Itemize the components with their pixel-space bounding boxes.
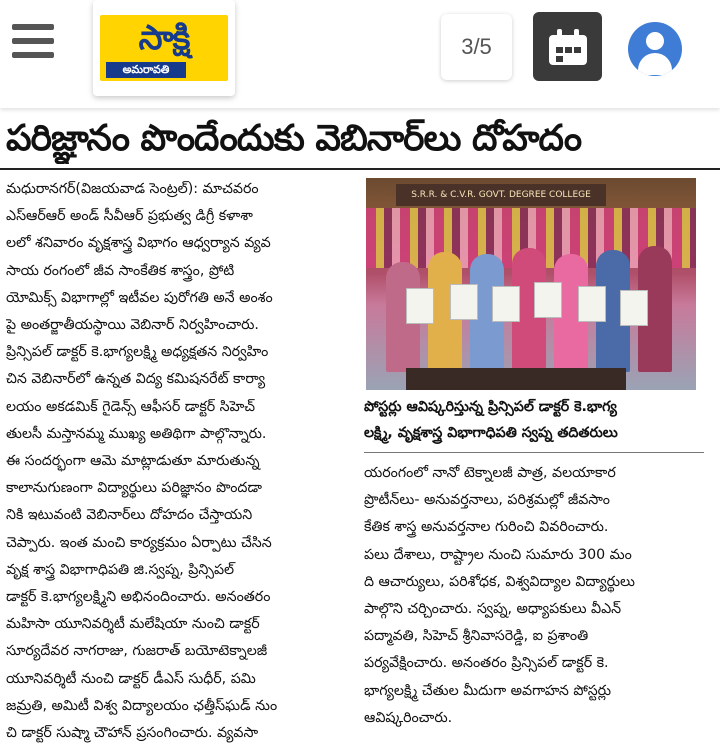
- article-text-line: చెప్పారు. ఇంత మంచి కార్యక్రమం ఏర్పాటు చేసిన: [6, 534, 272, 551]
- headline-divider: [0, 168, 720, 170]
- article-text-line: వృక్ష శాస్త్ర విభాగాధిపతి జి.స్వప్న, ప్రిన్సిపల్: [6, 561, 235, 578]
- article-text-line: ఆవిష్కరించారు.: [364, 709, 453, 726]
- article-text-line: లలో శనివారం వృక్షశాస్త్ర విభాగం ఆధ్వర్యాన వ్యవ: [6, 235, 271, 252]
- calendar-icon: [549, 29, 587, 65]
- page-indicator[interactable]: 3/5: [441, 14, 512, 80]
- article-text-line: తులసీ మస్తానమ్మ ముఖ్య అతిథిగా పాల్గొన్నారు.: [6, 425, 267, 442]
- caption-divider: [364, 452, 704, 453]
- article-text-line: ఈ సందర్భంగా ఆమె మాట్లాడుతూ మారుతున్న: [6, 453, 260, 470]
- article-text-line: సూర్యదేవర నాగరాజు, గుజరాత్ బయోటెక్నాలజీ: [6, 643, 268, 660]
- article-text-line: ప్రొటీన్‌లు- అనువర్తనాలు, పరిశ్రమల్లో జీవసాం: [364, 492, 610, 509]
- article-photo[interactable]: [366, 178, 696, 390]
- logo-card[interactable]: [93, 0, 235, 96]
- article-text-line: పద్మావతి, సిహెచ్ శ్రీనివాసరెడ్డి, ఐ ప్రశాంతి: [364, 628, 589, 645]
- article-text-line: ప్రిన్సిపల్ డాక్టర్ కె.భాగ్యలక్ష్మి అధ్యక్షతన నిర్వహిం: [6, 344, 269, 361]
- article-text-line: ది ఆచార్యులు, పరిశోధక, విశ్వవిద్యాల విద్యార్థులు: [364, 573, 635, 590]
- article-text-line: చిన వెబినార్‌లో ఉన్నత విద్య కమిషనరేట్ కార్యా: [6, 371, 266, 388]
- article-headline: పరిజ్ఞానం పొందేందుకు వెబినార్‌లు దోహదం: [6, 118, 582, 159]
- user-profile-icon: [646, 32, 664, 50]
- photo-caption: [364, 394, 704, 446]
- top-app-bar: [0, 0, 720, 108]
- logo-title: సాక్షి: [138, 18, 190, 58]
- photo-banner: S.R.R. & C.V.R. GOVT. DEGREE COLLEGE: [396, 184, 606, 206]
- article-column-left: [6, 176, 358, 747]
- article-text-line: కేతిక శాస్త్ర అనువర్తనాల గురించి వివరించారు.: [364, 519, 609, 536]
- article-text-line: భాగ్యలక్ష్మి చేతుల మీదుగా అవగాహన పోస్టర్లు: [364, 682, 611, 699]
- article-text-line: జమ్రతి, అమిటీ విశ్వ విద్యాలయం ఛత్తీస్‌ఘడ్ నుం: [6, 697, 278, 714]
- calendar-button[interactable]: [533, 12, 602, 81]
- caption-line: లక్ష్మి, వృక్షశాస్త్ర విభాగాధిపతి స్వప్న తదితరులు: [364, 425, 618, 441]
- article-text-line: యరంగంలో నానో టెక్నాలజీ పాత్ర, వలయాకార: [364, 465, 616, 481]
- hamburger-menu-icon[interactable]: [12, 24, 54, 58]
- article-text-line: పలు దేశాలు, రాష్ట్రాల నుంచి సుమారు 300 మం: [364, 546, 632, 563]
- article-column-right: [364, 460, 714, 732]
- user-profile-button[interactable]: [628, 22, 682, 76]
- article-text-line: మహిసా యూనివర్శిటీ మలేషియా నుంచి డాక్టర్: [6, 616, 260, 633]
- caption-line: పోస్టర్లు ఆవిష్కరిస్తున్న ప్రిన్సిపల్ డాక్టర్ కె.భాగ్య: [364, 399, 617, 415]
- article-text-line: పై అంతర్జాతీయస్థాయి వెబినార్ నిర్వహించారు.: [6, 317, 259, 334]
- article-text-line: పర్యవేక్షించారు. అనంతరం ప్రిన్సిపల్ డాక్టర్ కె.: [364, 655, 609, 672]
- article-text-line: ఎస్ఆర్ఆర్ అండ్ సీవీఆర్ ప్రభుత్వ డిగ్రీ కళాశా: [6, 208, 253, 225]
- sakshi-logo: [100, 15, 228, 81]
- article-text-line: యూనివర్శిటీ నుంచి డాక్టర్ డీఎస్ సుధీర్, పమి: [6, 670, 256, 687]
- article-text-line: యోమిక్స్ విభాగాల్లో ఇటీవల పురోగతి అనే అంశం: [6, 289, 273, 306]
- article-text-line: డాక్టర్ కె.భాగ్యలక్ష్మిని అభినందించారు. అనంతరం: [6, 589, 271, 606]
- logo-edition: అమరావతి: [106, 62, 186, 78]
- article-text-line: సాయ రంగంలో జీవ సాంకేతిక శాస్త్రం, ప్రోటి: [6, 262, 235, 279]
- article-text-line: పాల్గొని చర్చించారు. స్వప్న, అధ్యాపకులు వీఎన్: [364, 601, 622, 618]
- article-text-line: కాలానుగుణంగా విద్యార్థులు పరిజ్ఞానం పొందడా: [6, 480, 262, 497]
- article-text-line: లయం అకడమిక్ గైడెన్స్ ఆఫీసర్ డాక్టర్ సిహెచ్: [6, 398, 256, 415]
- article-text-line: నికి ఇటువంటి వెబినార్‌లు దోహదం చేస్తాయని: [6, 507, 253, 524]
- article-text-line: చి డాక్టర్ సుష్మా చౌహాన్ ప్రసంగించారు. వ్యవసా: [6, 725, 259, 742]
- article-text-line: మధురానగర్(విజయవాడ సెంట్రల్): మాచవరం: [6, 181, 259, 197]
